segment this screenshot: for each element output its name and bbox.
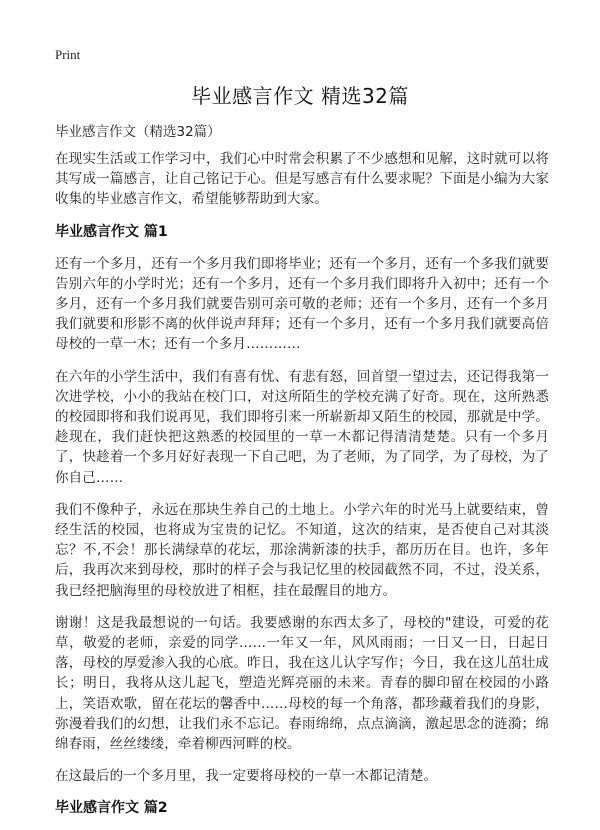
- paragraph: 我们不像种子，永远在那块生养自己的土地上。小学六年的时光马上就要结束，曾经生活的校园，也将成为宝贵的记忆。不知道，这次的结束，是否使自己对其淡忘？不,不会！那长满绿草的花坛，那涂满新漆的扶手，都历历在目。也许，多年后，我再次来到母校，那时的样子会与我记忆里的校园截然不同，不过，没关系，我已经把脑海里的母校放进了相框，挂在最醒目的地方。: [55, 501, 549, 599]
- section-heading: 毕业感言作文 篇2: [55, 800, 168, 817]
- paragraph: 谢谢！这是我最想说的一句话。我要感谢的东西太多了，母校的"建设，可爱的花草，敬爱的老师，亲爱的同学……一年又一年，风风雨雨；一日又一日，日起日落，母校的厚爱渗入我的心底。昨日，我在这儿认字写作；今日，我在这儿茁壮成长；明日，我将从这儿起飞，塑造光辉亮丽的未来。青春的脚印留在校园的小路上，笑语欢歌，留在花坛的馨香中……母校的每一个角落，都珍藏着我们的身影，弥漫着我们的幻想，让我们永不忘记。春雨绵绵，点点滴滴，激起思念的涟漪；绵绵春雨，丝丝缕缕，牵着柳西河畔的校。: [55, 614, 549, 753]
- article-content: [55, 149, 549, 830]
- intro-paragraph: 在现实生活或工作学习中，我们心中时常会积累了不少感想和见解，这时就可以将其写成一篇感言，让自己铭记于心。但是写感言有什么要求呢？下面是小编为大家收集的毕业感言作文，希望能够帮助到大家。: [55, 151, 549, 208]
- paragraph: 还有一个多月，还有一个多月我们即将毕业；还有一个多月，还有一个多我们就要告别六年的小学时光；还有一个多月，还有一个多月我们即将升入初中；还有一个多月，还有一个多月我们就要告别可亲可敬的老师；还有一个多月，还有一个多月我们就要和形影不离的伙伴说声拜拜；还有一个多月，还有一个多月我们就要高倍母校的一草一木；还有一个多月…………: [55, 255, 549, 353]
- document-subtitle: 毕业感言作文（精选32篇）: [55, 124, 221, 140]
- print-link[interactable]: Print: [55, 47, 81, 62]
- section-1: [55, 222, 549, 787]
- paragraph: 在六年的小学生活中，我们有喜有忧、有悲有怒，回首望一望过去，还记得我第一次进学校，小小的我站在校门口，对这所陌生的学校充满了好奇。现在，这所熟悉的校园即将和我们说再见，我们即将引来一所崭新却又陌生的校园，那就是中学。趁现在，我们赶快把这熟悉的校园里的一草一木都记得清清楚楚。只有一个多月了，快趁着一个多月好好表现一下自己吧，为了老师，为了同学，为了母校，为了你自己……: [55, 368, 549, 486]
- section-heading: 毕业感言作文 篇1: [55, 223, 168, 240]
- paragraph: 在这最后的一个多月里，我一定要将母校的一草一木都记清楚。: [55, 768, 438, 785]
- section-2: [55, 798, 549, 818]
- document-title: 毕业感言作文 精选32篇: [191, 84, 409, 108]
